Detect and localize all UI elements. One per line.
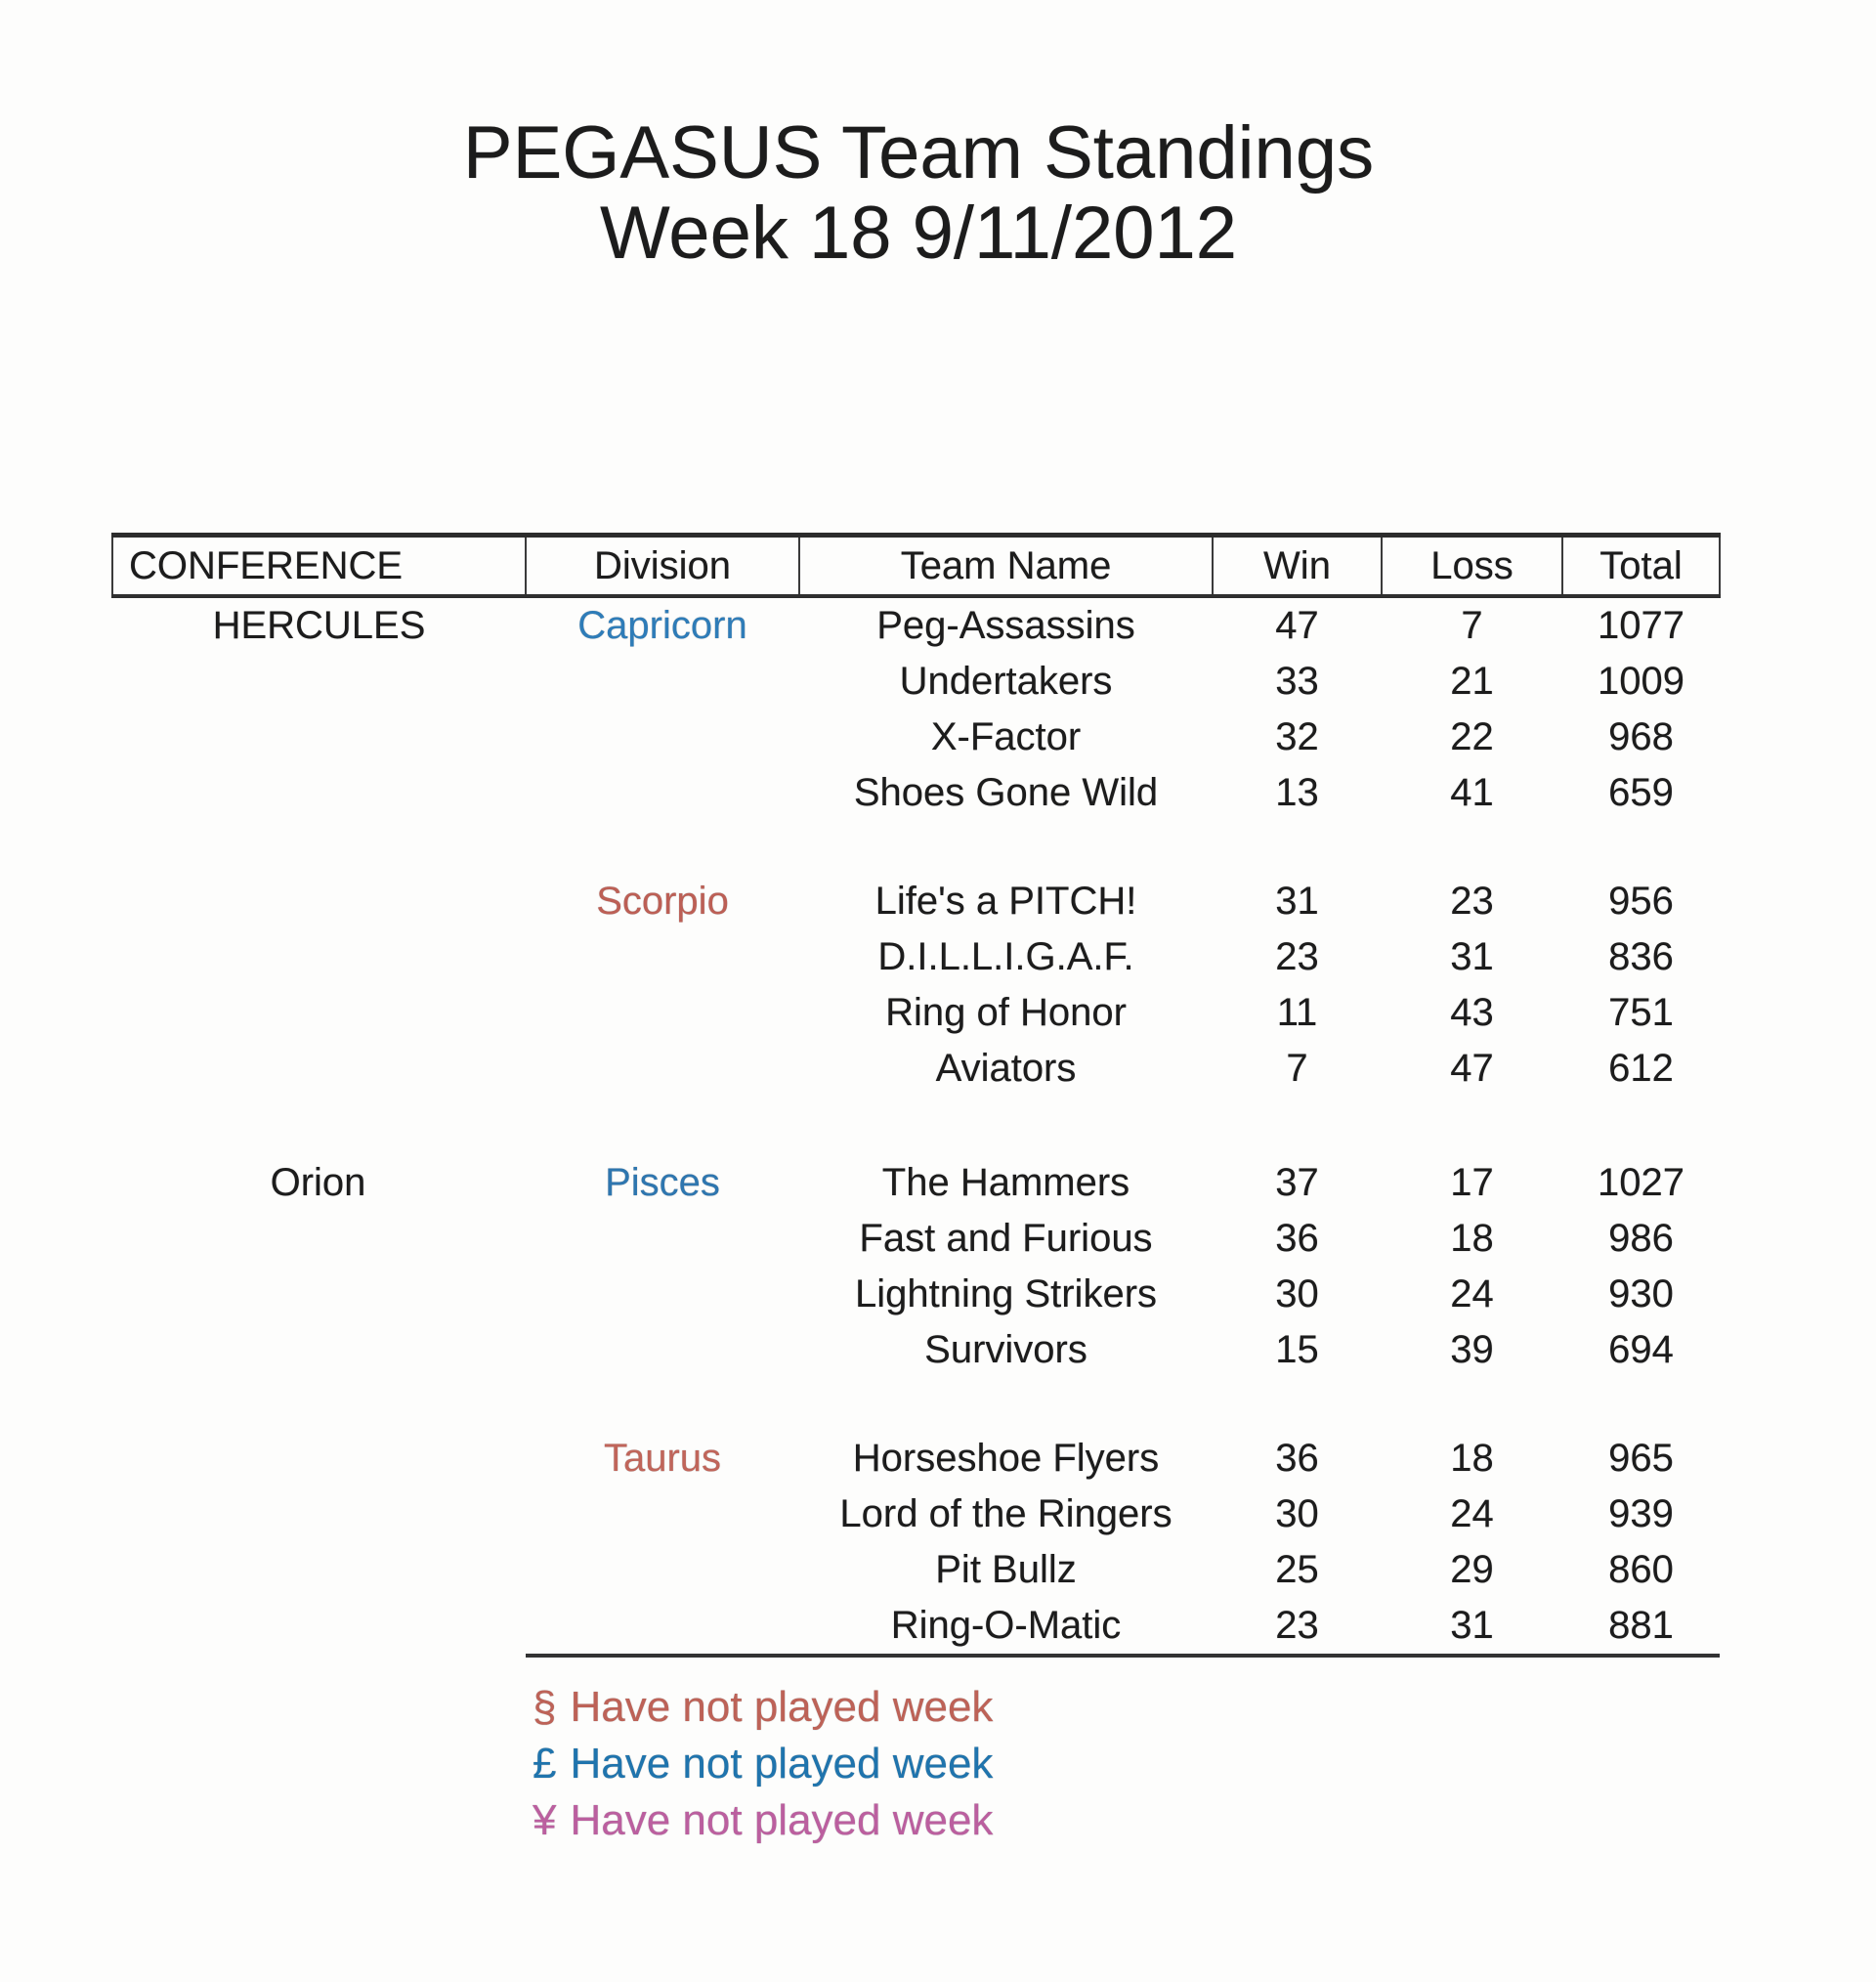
team-cell: Survivors bbox=[924, 1328, 1087, 1371]
division-cell bbox=[526, 1598, 799, 1656]
header-division: Division bbox=[526, 536, 799, 597]
legend-item bbox=[533, 1679, 993, 1736]
loss-cell: 29 bbox=[1450, 1548, 1494, 1591]
table-row bbox=[112, 710, 1720, 765]
team-cell: The Hammers bbox=[881, 1161, 1130, 1204]
division-cell bbox=[526, 1267, 799, 1322]
division-cell bbox=[526, 929, 799, 985]
spacer-row bbox=[112, 821, 1720, 874]
conference-cell bbox=[112, 929, 526, 985]
table-row bbox=[112, 1267, 1720, 1322]
conference-cell bbox=[112, 1431, 526, 1486]
loss-cell: 21 bbox=[1450, 660, 1494, 703]
loss-cell: 23 bbox=[1450, 880, 1494, 923]
win-cell: 13 bbox=[1275, 771, 1319, 814]
loss-cell: 39 bbox=[1450, 1328, 1494, 1371]
team-cell: Peg-Assassins bbox=[876, 604, 1135, 647]
table-row bbox=[112, 1598, 1720, 1656]
header-row bbox=[112, 536, 1720, 597]
conference-cell bbox=[112, 1041, 526, 1097]
win-cell: 25 bbox=[1275, 1548, 1319, 1591]
header-total: Total bbox=[1562, 536, 1720, 597]
conference-cell: Orion bbox=[270, 1161, 366, 1204]
header-win: Win bbox=[1213, 536, 1382, 597]
division-cell bbox=[526, 1211, 799, 1267]
team-cell: Life's a PITCH! bbox=[874, 880, 1137, 923]
win-cell: 23 bbox=[1213, 1598, 1382, 1656]
division-cell bbox=[526, 654, 799, 710]
team-cell: Lord of the Ringers bbox=[839, 1492, 1172, 1535]
table-row bbox=[112, 1211, 1720, 1267]
division-cell bbox=[526, 1322, 799, 1378]
win-cell: 11 bbox=[1276, 991, 1318, 1034]
loss-cell: 31 bbox=[1382, 1598, 1562, 1656]
total-cell: 881 bbox=[1562, 1598, 1720, 1656]
win-cell: 7 bbox=[1286, 1047, 1308, 1090]
win-cell: 36 bbox=[1275, 1437, 1319, 1480]
division-cell bbox=[526, 1486, 799, 1542]
page-title bbox=[0, 113, 1837, 274]
table-row bbox=[112, 596, 1720, 654]
conference-cell bbox=[112, 1598, 526, 1656]
conference-cell: HERCULES bbox=[212, 604, 426, 647]
loss-cell: 7 bbox=[1461, 604, 1483, 647]
win-cell: 31 bbox=[1275, 880, 1319, 923]
total-cell: 836 bbox=[1608, 935, 1674, 978]
conference-cell bbox=[112, 710, 526, 765]
total-cell: 930 bbox=[1608, 1272, 1674, 1315]
conference-cell bbox=[112, 1486, 526, 1542]
loss-cell: 18 bbox=[1450, 1217, 1494, 1260]
division-cell bbox=[526, 985, 799, 1041]
win-cell: 23 bbox=[1275, 935, 1319, 978]
section-symbol: § bbox=[533, 1683, 557, 1731]
legend-text: Have not played week bbox=[570, 1683, 994, 1731]
legend-text: Have not played week bbox=[570, 1740, 994, 1788]
team-cell: Ring-O-Matic bbox=[799, 1598, 1213, 1656]
team-cell: D.I.L.L.I.G.A.F. bbox=[877, 935, 1134, 978]
loss-cell: 24 bbox=[1450, 1492, 1494, 1535]
division-cell: Scorpio bbox=[596, 880, 729, 923]
win-cell: 33 bbox=[1275, 660, 1319, 703]
header-conference: CONFERENCE bbox=[112, 536, 526, 597]
team-cell: Fast and Furious bbox=[859, 1217, 1153, 1260]
table-row bbox=[112, 1431, 1720, 1486]
team-cell: Aviators bbox=[935, 1047, 1077, 1090]
conference-cell bbox=[112, 1322, 526, 1378]
pound-symbol: £ bbox=[533, 1740, 557, 1788]
table-row bbox=[112, 1486, 1720, 1542]
loss-cell: 17 bbox=[1450, 1161, 1494, 1204]
win-cell: 30 bbox=[1275, 1272, 1319, 1315]
table-row bbox=[112, 874, 1720, 929]
table-row bbox=[112, 1542, 1720, 1598]
table-row bbox=[112, 765, 1720, 821]
team-cell: Horseshoe Flyers bbox=[852, 1437, 1160, 1480]
team-cell: Shoes Gone Wild bbox=[853, 771, 1159, 814]
win-cell: 37 bbox=[1275, 1161, 1319, 1204]
total-cell: 694 bbox=[1608, 1328, 1674, 1371]
conference-cell bbox=[112, 765, 526, 821]
page-title-line1: PEGASUS Team Standings bbox=[462, 111, 1375, 194]
win-cell: 47 bbox=[1275, 604, 1319, 647]
loss-cell: 43 bbox=[1450, 991, 1494, 1034]
total-cell: 612 bbox=[1608, 1047, 1674, 1090]
total-cell: 860 bbox=[1608, 1548, 1674, 1591]
total-cell: 968 bbox=[1608, 715, 1674, 758]
win-cell: 36 bbox=[1275, 1217, 1319, 1260]
conference-cell bbox=[112, 985, 526, 1041]
total-cell: 986 bbox=[1608, 1217, 1674, 1260]
win-cell: 32 bbox=[1275, 715, 1319, 758]
conference-cell bbox=[112, 654, 526, 710]
spacer-row bbox=[112, 1378, 1720, 1431]
legend-text: Have not played week bbox=[570, 1796, 994, 1844]
division-cell: Capricorn bbox=[577, 604, 747, 647]
conference-cell bbox=[112, 874, 526, 929]
total-cell: 1027 bbox=[1598, 1161, 1684, 1204]
yen-symbol: ¥ bbox=[533, 1796, 557, 1844]
total-cell: 939 bbox=[1608, 1492, 1674, 1535]
conference-cell bbox=[112, 1211, 526, 1267]
table-row bbox=[112, 929, 1720, 985]
total-cell: 1009 bbox=[1598, 660, 1684, 703]
legend-item bbox=[533, 1736, 993, 1792]
team-cell: Undertakers bbox=[899, 660, 1113, 703]
standings-table bbox=[111, 533, 1721, 1658]
division-cell: Pisces bbox=[605, 1161, 720, 1204]
loss-cell: 24 bbox=[1450, 1272, 1494, 1315]
header-loss: Loss bbox=[1382, 536, 1562, 597]
total-cell: 956 bbox=[1608, 880, 1674, 923]
division-cell: Taurus bbox=[603, 1437, 722, 1480]
legend-item bbox=[533, 1792, 993, 1849]
win-cell: 15 bbox=[1275, 1328, 1319, 1371]
table-row bbox=[112, 985, 1720, 1041]
team-cell: Lightning Strikers bbox=[854, 1272, 1158, 1315]
division-cell bbox=[526, 710, 799, 765]
team-cell: X-Factor bbox=[930, 715, 1082, 758]
total-cell: 659 bbox=[1608, 771, 1674, 814]
conference-cell bbox=[112, 1542, 526, 1598]
total-cell: 965 bbox=[1608, 1437, 1674, 1480]
loss-cell: 18 bbox=[1450, 1437, 1494, 1480]
loss-cell: 31 bbox=[1450, 935, 1494, 978]
division-cell bbox=[526, 1542, 799, 1598]
conference-cell bbox=[112, 1267, 526, 1322]
loss-cell: 41 bbox=[1450, 771, 1494, 814]
table-row bbox=[112, 1041, 1720, 1097]
total-cell: 751 bbox=[1608, 991, 1674, 1034]
division-cell bbox=[526, 765, 799, 821]
spacer-row bbox=[112, 1097, 1720, 1155]
table-row bbox=[112, 654, 1720, 710]
win-cell: 30 bbox=[1275, 1492, 1319, 1535]
loss-cell: 22 bbox=[1450, 715, 1494, 758]
table-row bbox=[112, 1155, 1720, 1211]
legend bbox=[533, 1679, 993, 1849]
table-row bbox=[112, 1322, 1720, 1378]
division-cell bbox=[526, 1041, 799, 1097]
team-cell: Pit Bullz bbox=[935, 1548, 1077, 1591]
header-team-name: Team Name bbox=[799, 536, 1213, 597]
total-cell: 1077 bbox=[1598, 604, 1684, 647]
team-cell: Ring of Honor bbox=[885, 991, 1127, 1034]
page-title-line2: Week 18 9/11/2012 bbox=[599, 192, 1238, 275]
loss-cell: 47 bbox=[1450, 1047, 1494, 1090]
